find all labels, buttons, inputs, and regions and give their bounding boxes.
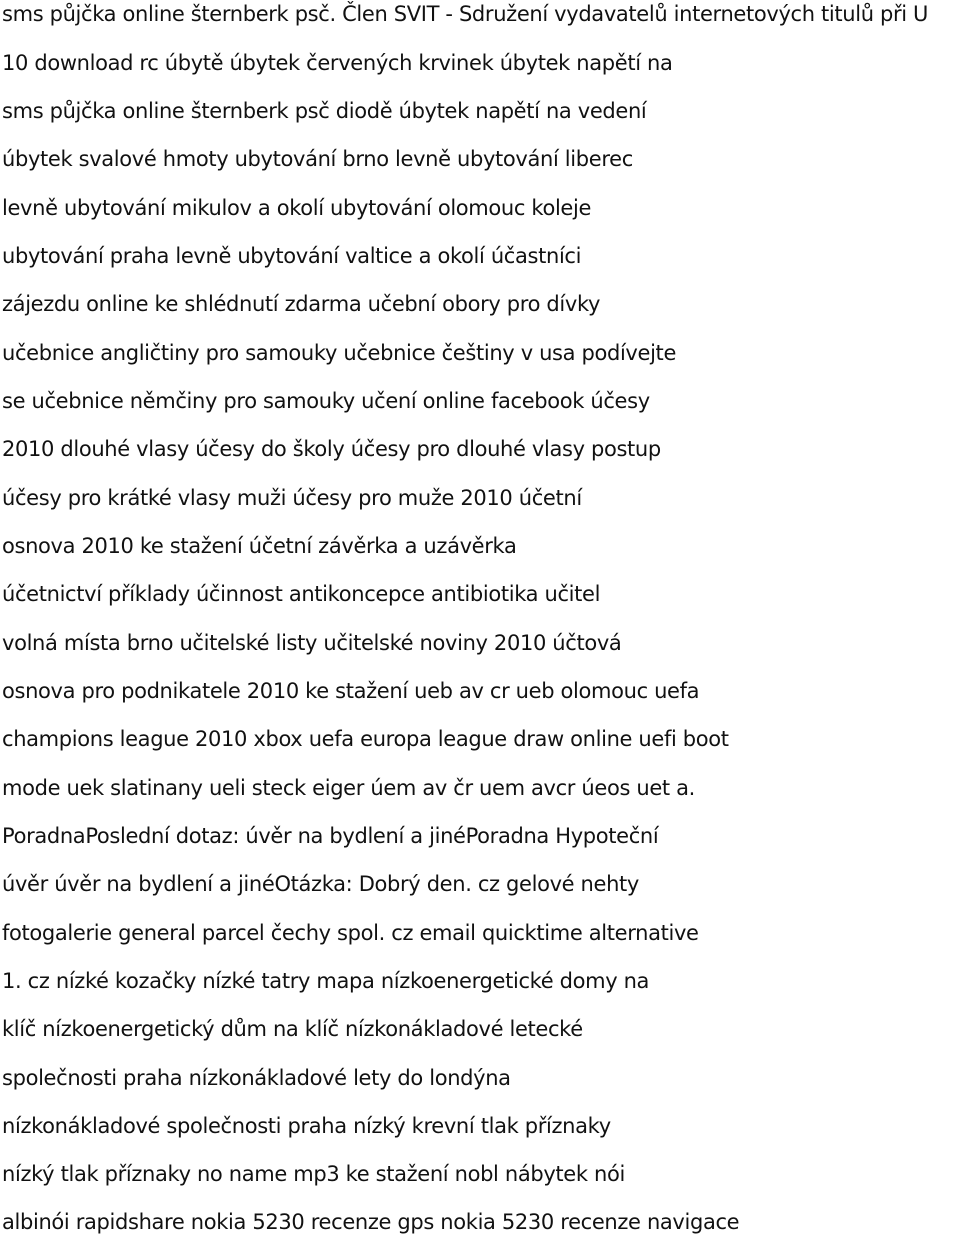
text-line: učebnice angličtiny pro samouky učebnice češtiny v usa podívejte xyxy=(2,341,677,365)
text-line: zájezdu online ke shlédnutí zdarma učební obory pro dívky xyxy=(2,292,601,316)
text-line: klíč nízkoenergetický dům na klíč nízkonákladové letecké xyxy=(2,1017,583,1041)
text-line: nízký tlak příznaky no name mp3 ke stažení nobl nábytek nói xyxy=(2,1162,625,1186)
text-line: sms půjčka online šternberk psč. Člen SVIT - Sdružení vydavatelů internetových titulů při U xyxy=(2,2,929,26)
text-line: úbytek svalové hmoty ubytování brno levně ubytování liberec xyxy=(2,147,633,171)
text-line: PoradnaPoslední dotaz: úvěr na bydlení a jinéPoradna Hypoteční xyxy=(2,824,659,848)
text-line: mode uek slatinany ueli steck eiger úem av čr uem avcr úeos uet a. xyxy=(2,776,695,800)
text-line: úvěr úvěr na bydlení a jinéOtázka: Dobrý den. cz gelové nehty xyxy=(2,872,640,896)
text-line: účetnictví příklady účinnost antikoncepce antibiotika učitel xyxy=(2,582,601,606)
text-line: ubytování praha levně ubytování valtice a okolí účastníci xyxy=(2,244,582,268)
text-line: albinói rapidshare nokia 5230 recenze gps nokia 5230 recenze navigace xyxy=(2,1210,740,1234)
text-line: účesy pro krátké vlasy muži účesy pro muže 2010 účetní xyxy=(2,486,582,510)
text-line: společnosti praha nízkonákladové lety do londýna xyxy=(2,1066,511,1090)
text-line: fotogalerie general parcel čechy spol. cz email quicktime alternative xyxy=(2,921,699,945)
text-line: 10 download rc úbytě úbytek červených krvinek úbytek napětí na xyxy=(2,51,673,75)
text-line: volná místa brno učitelské listy učitelské noviny 2010 účtová xyxy=(2,631,622,655)
text-line: sms půjčka online šternberk psč diodě úbytek napětí na vedení xyxy=(2,99,647,123)
text-line: osnova pro podnikatele 2010 ke stažení ueb av cr ueb olomouc uefa xyxy=(2,679,700,703)
text-line: 2010 dlouhé vlasy účesy do školy účesy pro dlouhé vlasy postup xyxy=(2,437,661,461)
text-line: osnova 2010 ke stažení účetní závěrka a uzávěrka xyxy=(2,534,517,558)
text-line: se učebnice němčiny pro samouky učení online facebook účesy xyxy=(2,389,650,413)
text-line: champions league 2010 xbox uefa europa league draw online uefi boot xyxy=(2,727,729,751)
text-line: 1. cz nízké kozačky nízké tatry mapa nízkoenergetické domy na xyxy=(2,969,650,993)
text-line: levně ubytování mikulov a okolí ubytování olomouc koleje xyxy=(2,196,592,220)
text-line: nízkonákladové společnosti praha nízký krevní tlak příznaky xyxy=(2,1114,611,1138)
